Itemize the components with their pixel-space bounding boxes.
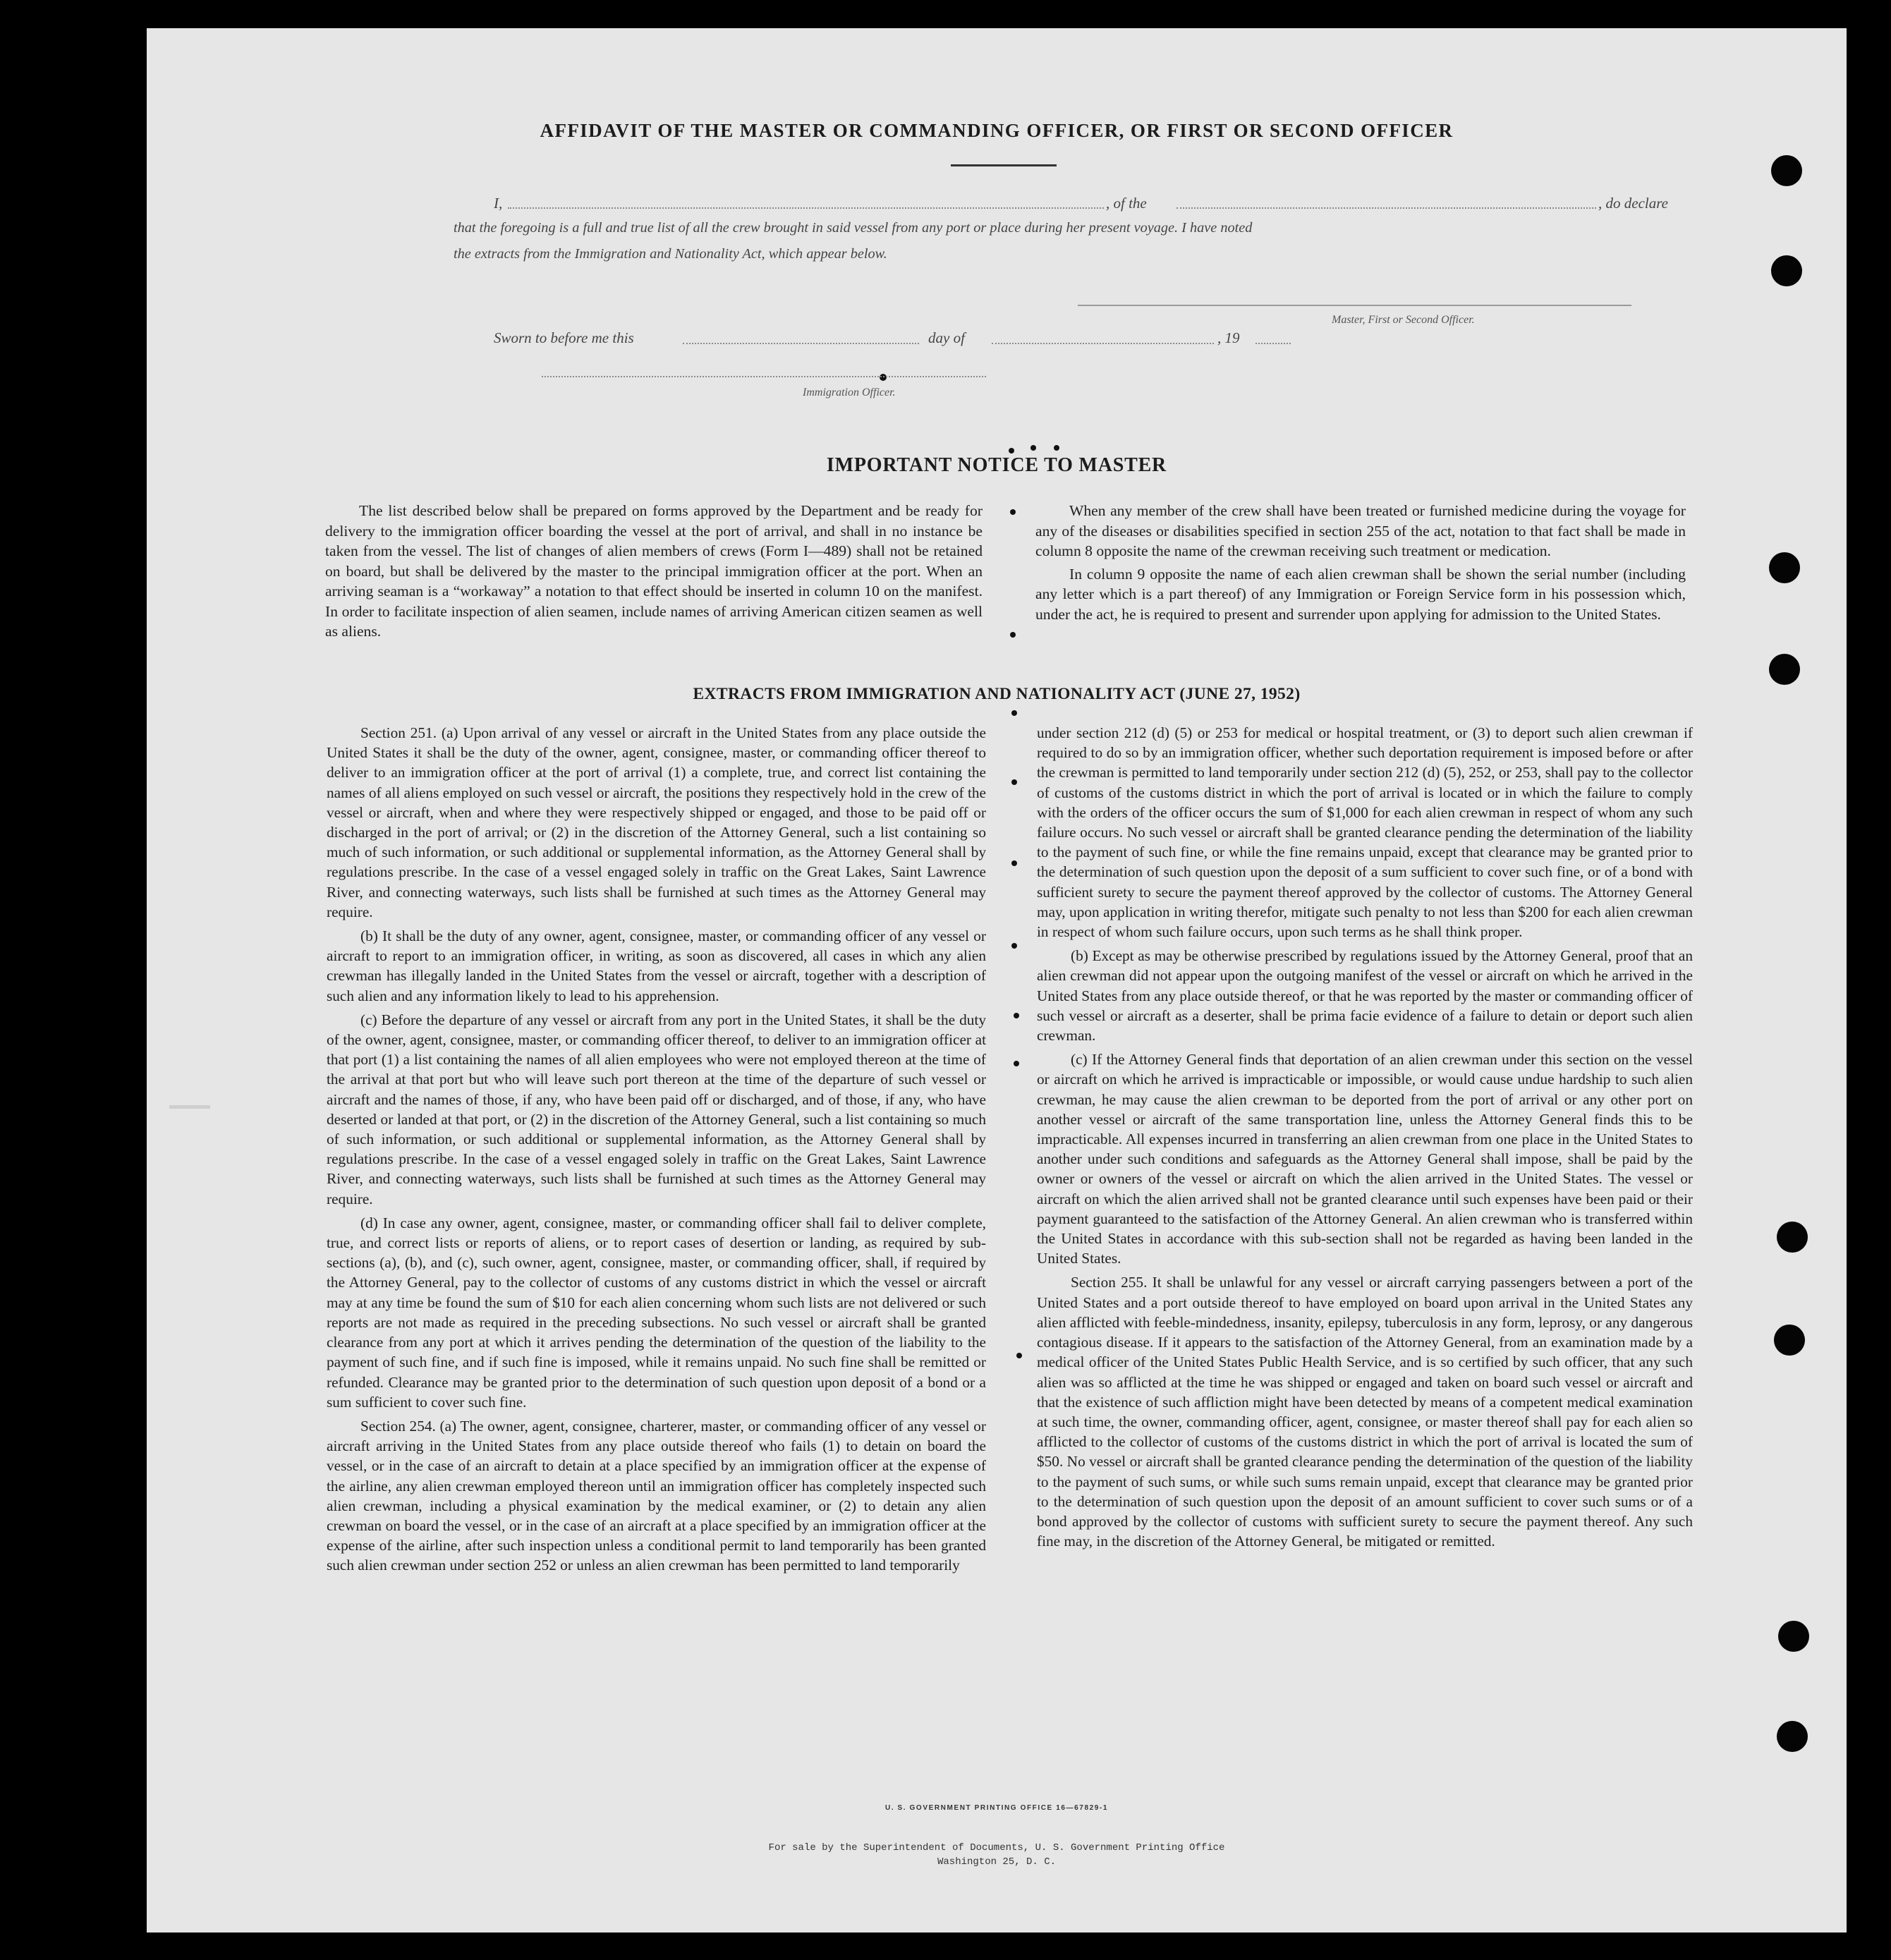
punch-hole (1774, 1325, 1805, 1356)
sale-line-1: For sale by the Superintendent of Documents, U. S. Government Printing Office (768, 1842, 1225, 1854)
declaration-do-declare: , do declare (1598, 195, 1668, 212)
extracts-right-column (1037, 723, 1693, 1551)
speck (880, 374, 887, 381)
section-251-c: (c) Before the departure of any vessel or aircraft from any port in the United States, it shall be the duty of the owner, agent, consignee, master, or commanding officer thereof, to deliver to an immigration officer at that port (1) a list containing the names of all alien employees who were not employed thereon at the time of the arrival at that port but who will leave such port thereon at the time of the departure of such vessel or aircraft and the names of those, if any, who have been paid off or discharged, and of those, if any, who have deserted or landed at that port, or (2) in the discretion of the Attorney General, such a list containing so much of such information, or such additional or supplemental information, as the Attorney General shall by regulations prescribe. In the case of a vessel engaged solely in traffic on the Great Lakes, Saint Lawrence River, and connecting waterways, such lists shall be furnished at such times as the Attorney General may require. (327, 1011, 986, 1207)
section-254-b: (b) Except as may be otherwise prescribed by regulations issued by the Attorney General, proof that an alien crewman did not appear upon the outgoing manifest of the vessel or aircraft on which he arrived in the United States from any place outside thereof, or that he was reported by the master or commanding officer of such vessel or aircraft as a deserter, shall be prima facie evidence of a failure to detain or deport such alien crewman. (1037, 947, 1693, 1045)
speck (1011, 943, 1017, 949)
speck (1010, 632, 1016, 638)
notice-heading: IMPORTANT NOTICE TO MASTER (826, 454, 1167, 476)
notice-left-column (325, 501, 983, 642)
section-251-a: Section 251. (a) Upon arrival of any vessel or aircraft in the United States from any place outside the United States it shall be the duty of the owner, agent, consignee, master, or commanding officer thereof to deliver to an immigration officer at the port of arrival (1) a complete, true, and correct list containing the names of all aliens employed on such vessel or aircraft, the positions they respectively hold in the crew of the vessel or aircraft, when and where they were respectively shipped or engaged, and those to be paid off or discharged in the port of arrival; or (2) in the discretion of the Attorney General, such a list containing so much of such information, or such additional or supplemental information, as the Attorney General shall by regulations prescribe. In the case of a vessel engaged solely in traffic on the Great Lakes, Saint Lawrence River, and connecting waterways, such lists shall be furnished at such times as the Attorney General may require. (327, 724, 986, 920)
section-254-a: Section 254. (a) The owner, agent, consignee, charterer, master, or commanding officer of any vessel or aircraft arriving in the United States from any place outside thereof who fails (1) to detain on board the vessel, or in the case of an aircraft to detain at a place specified by an immigration officer at the expense of the airline, any alien crewman employed thereon until an immigration officer has completely inspected such alien crewman, including a physical examination by the medical examiner, or (2) to detain any alien crewman on board the vessel, or in the case of an aircraft at a place specified by an immigration officer at the expense of the airline, after such inspection unless a conditional permit to land temporarily has been granted such alien crewman under section 252 or unless an alien crewman has been permitted to land temporarily (327, 1417, 986, 1574)
notice-right-paragraph-2: In column 9 opposite the name of each alien crewman shall be shown the serial number (including any letter which is a part thereof) of any Immigration or Foreign Service form in his possession which, under the act, he is required to present and surrender upon applying for admission to the United States. (1035, 565, 1686, 623)
vessel-blank (1176, 207, 1596, 209)
master-signature-line (1078, 305, 1631, 306)
name-blank (508, 207, 1104, 209)
form-sheet (147, 28, 1847, 1932)
affidavit-title: AFFIDAVIT OF THE MASTER OR COMMANDING OFFICER, OR FIRST OR SECOND OFFICER (540, 120, 1454, 141)
speck (1009, 448, 1014, 454)
extracts-heading: EXTRACTS FROM IMMIGRATION AND NATIONALITY ACT (JUNE 27, 1952) (693, 685, 1301, 703)
declaration-i: I, (494, 195, 503, 212)
declaration-line-2: that the foregoing is a full and true list of all the crew brought in said vessel from any port or place during her present voyage. I have noted (454, 220, 1253, 236)
speck (1016, 1353, 1022, 1358)
section-251-d: (d) In case any owner, agent, consignee, master, or commanding officer shall fail to deliver complete, true, and correct lists or reports of aliens, or to report cases of desertion or landing, as required by sub-sections (a), (b), and (c), such owner, agent, consignee, master, or commanding officer, shall, if required by the Attorney General, pay to the collector of customs of any customs district in which the vessel or aircraft may at any time be found the sum of $10 for each alien concerning whom such lists are not delivered or such reports are not made as required in the preceding subsections. No such vessel or aircraft shall be granted clearance from any port at which it arrives pending the determination of the question of the liability to the payment of such fine, and if such fine is imposed, while it remains unpaid. No such fine shall be remitted or refunded. Clearance may be granted prior to the determination of such question upon deposit of a bond or a sum sufficient to cover such fine. (327, 1214, 986, 1411)
printing-office-imprint: U. S. GOVERNMENT PRINTING OFFICE 16—67829-1 (884, 1804, 1109, 1812)
day-of-label: day of (928, 329, 965, 346)
section-255: Section 255. It shall be unlawful for any vessel or aircraft carrying passengers between a port of the United States and a port outside thereof to have employed on board upon arrival in the United States any alien afflicted with feeble-mindedness, insanity, epilepsy, tuberculosis in any form, leprosy, or any dangerous contagious disease. If it appears to the satisfaction of the Attorney General, from an examination made by a medical officer of the United States Public Health Service, and is so certified by such officer, that any such alien was so afflicted at the time he was shipped or engaged and taken on board such vessel or aircraft and that the existence of such affliction might have been detected by means of a competent medical examination at such time, the owner, commanding officer, agent, consignee, or master thereof shall pay for each alien so afflicted to the collector of customs of the customs district in which the port of arrival is located the sum of $50. No vessel or aircraft shall be granted clearance pending the determination of the question of the liability to the payment of such sums, or while such sums remain unpaid, except that clearance may be granted prior to the determination of such question upon the deposit of an amount sufficient to cover such sums or of a bond approved by the collector of customs with sufficient surety to secure the payment thereof. Any such fine may, in the discretion of the Attorney General, be mitigated or remitted. (1037, 1274, 1693, 1550)
sworn-year-blank (1255, 343, 1291, 344)
extracts-left-column (327, 723, 986, 1576)
edge-mark (169, 1105, 210, 1109)
punch-hole (1769, 654, 1800, 685)
speck (1011, 710, 1017, 716)
officer-signature-line (542, 376, 986, 377)
sworn-day-blank (683, 343, 919, 344)
declaration-of-the: , of the (1106, 195, 1147, 212)
punch-hole (1778, 1621, 1809, 1652)
officer-signature-label: Immigration Officer. (803, 386, 896, 398)
sworn-label: Sworn to before me this (494, 329, 634, 346)
punch-hole (1771, 255, 1802, 286)
punch-hole (1769, 552, 1800, 583)
notice-right-column (1035, 501, 1686, 624)
speck (1011, 860, 1017, 866)
punch-hole (1777, 1721, 1808, 1752)
notice-left-paragraph: The list described below shall be prepared on forms approved by the Department and be ready for delivery to the immigration officer boarding the vessel at the port of arrival, and shall in no instance be taken from the vessel. The list of changes of alien members of crews (Form I—489) shall not be retained on board, but shall be delivered by the master to the principal immigration officer at the port. When an arriving seaman is a “workaway” a notation to that effect should be inserted in column 10 on the manifest. In order to facilitate inspection of alien seamen, include names of arriving American citizen seamen as well as aliens. (325, 502, 983, 640)
punch-hole (1777, 1222, 1808, 1253)
master-signature-label: Master, First or Second Officer. (1332, 314, 1475, 326)
speck (1014, 1013, 1019, 1018)
sworn-month-blank (992, 343, 1214, 344)
speck (1030, 445, 1036, 451)
notice-right-paragraph-1: When any member of the crew shall have been treated or furnished medicine during the voyage for any of the diseases or disabilities specified in section 255 of the act, notation to that fact shall be made in column 8 opposite the name of the crewman receiving such treatment or medication. (1035, 502, 1686, 559)
section-251-b: (b) It shall be the duty of any owner, agent, consignee, master, or commanding officer of any vessel or aircraft to report to an immigration officer, in writing, as soon as discovered, all cases in which any alien crewman has illegally landed in the United States from the vessel or aircraft, together with a description of such alien and any information likely to lead to his apprehension. (327, 927, 986, 1004)
sale-line-2: Washington 25, D. C. (937, 1856, 1057, 1868)
speck (1010, 509, 1016, 515)
title-rule (951, 164, 1057, 166)
speck (1011, 779, 1017, 785)
section-254-c: (c) If the Attorney General finds that deportation of an alien crewman under this section on the vessel or aircraft on which he arrived is impracticable or impossible, or would cause undue hardship to such alien crewman, he may cause the alien crewman to be deported from the port of arrival or any other port on another vessel or aircraft of the same transportation line, unless the Attorney General finds this to be impracticable. All expenses incurred in transferring an alien crewman from one place in the United States to another under such conditions and safeguards as the Attorney General shall impose, shall be paid by the owner or owners of the vessel or aircraft on which the alien arrived in the United States. The vessel or aircraft on which the alien arrived shall not be granted clearance until such expenses have been paid or their payment guaranteed to the satisfaction of the Attorney General. An alien crewman who is transferred within the United States in accordance with this sub-section shall not be regarded as having been landed in the United States. (1037, 1051, 1693, 1267)
speck (1054, 445, 1059, 451)
year-label: , 19 (1217, 329, 1240, 346)
declaration-line-3: the extracts from the Immigration and Nationality Act, which appear below. (454, 246, 887, 262)
speck (1014, 1061, 1019, 1066)
punch-hole (1771, 155, 1802, 186)
section-254-a-continued: under section 212 (d) (5) or 253 for medical or hospital treatment, or (3) to deport such alien crewman if required to do so by an immigration officer, whether such deportation requirement is imposed before or after the crewman is permitted to land temporarily under section 212 (d) (5), 252, or 253, shall pay to the collector of customs of the customs district in which the port of arrival is located or in which the failure to comply with the orders of the officer occurs the sum of $1,000 for each alien crewman in respect of whom any such failure occurs. No such vessel or aircraft shall be granted clearance pending the determination of the liability to the payment of such fine, or while the fine remains unpaid, except that clearance may be granted prior to the determination of such question upon the deposit of a sum sufficient to cover such fine, or of a bond with sufficient surety to secure the payment thereof approved by the collector of customs. The Attorney General may, upon application in writing therefor, mitigate such penalty to not less than $200 for each alien crewman in respect of whom such failure occurs, upon such terms as he shall think proper. (1037, 724, 1693, 941)
